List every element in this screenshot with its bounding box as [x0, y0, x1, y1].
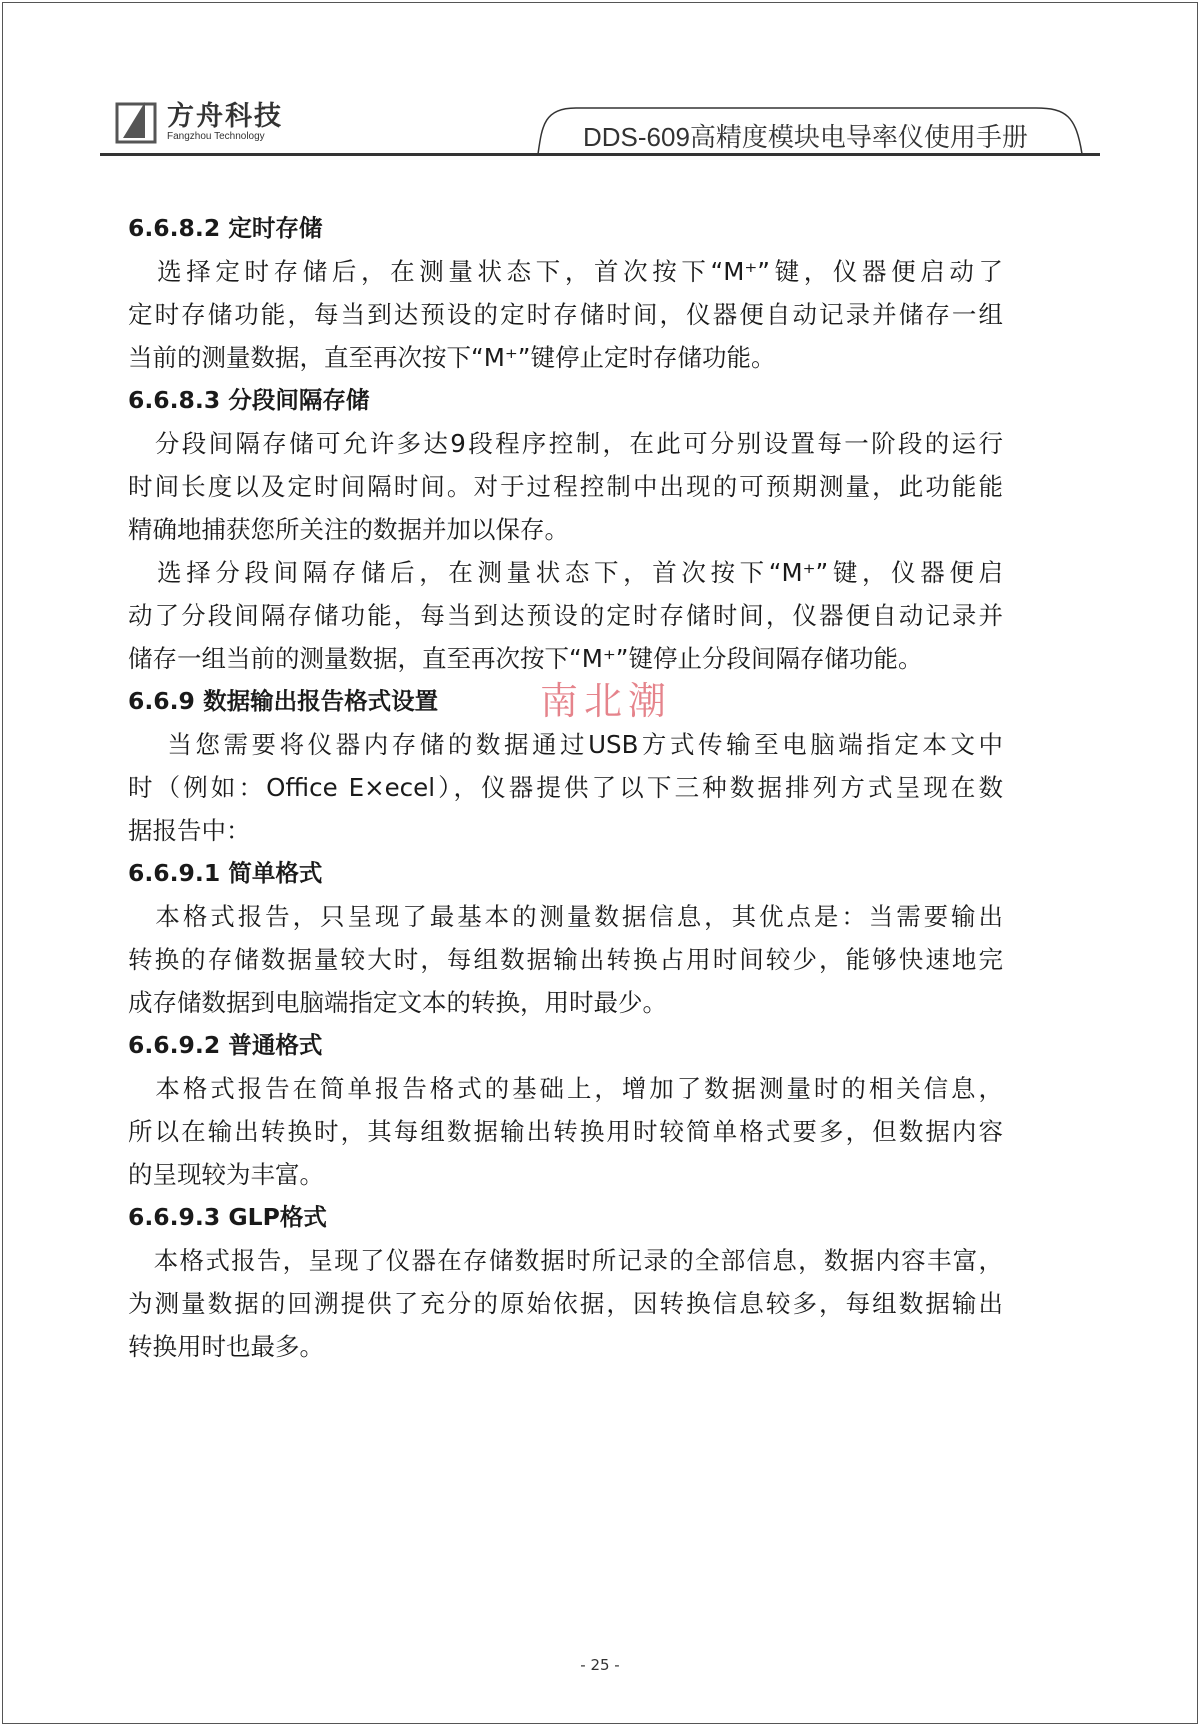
paragraph-line: 本格式报告，只呈现了最基本的测量数据信息，其优点是：当需要输出 — [128, 902, 1003, 931]
paragraph-line: 选择分段间隔存储后，在测量状态下，首次按下“M⁺”键，仪器便启 — [128, 558, 1003, 587]
logo-en: Fangzhou Technology — [167, 130, 265, 142]
company-logo — [115, 100, 283, 144]
watermark: 南北潮 — [540, 680, 673, 723]
document-title: DDS-609高精度模块电导率仪使用手册 — [583, 122, 1028, 152]
paragraph-line: 成存储数据到电脑端指定文本的转换，用时最少。 — [128, 988, 667, 1017]
page-number: - 25 - — [580, 1656, 620, 1674]
section-heading: 6.6.8.3 分段间隔存储 — [128, 386, 370, 414]
section-heading: 6.6.9.2 普通格式 — [128, 1031, 323, 1059]
ark-logo-icon — [115, 100, 159, 144]
paragraph-line: 当前的测量数据，直至再次按下“M⁺”键停止定时存储功能。 — [128, 343, 776, 372]
paragraph-line: 定时存储功能，每当到达预设的定时存储时间，仪器便自动记录并储存一组 — [128, 300, 1003, 329]
paragraph-line: 所以在输出转换时，其每组数据输出转换用时较简单格式要多，但数据内容 — [128, 1117, 1003, 1146]
paragraph-line: 时间长度以及定时间隔时间。对于过程控制中出现的可预期测量，此功能能 — [128, 472, 1003, 501]
paragraph-line: 动了分段间隔存储功能，每当到达预设的定时存储时间，仪器便自动记录并 — [128, 601, 1003, 630]
paragraph-line: 本格式报告在简单报告格式的基础上，增加了数据测量时的相关信息， — [128, 1074, 1003, 1103]
paragraph-line: 选择定时存储后，在测量状态下，首次按下“M⁺”键，仪器便启动了 — [128, 257, 1003, 286]
header-divider — [100, 153, 1100, 156]
paragraph-line: 的呈现较为丰富。 — [128, 1160, 324, 1189]
document-body — [128, 207, 1003, 1368]
paragraph-line: 分段间隔存储可允许多达9段程序控制，在此可分别设置每一阶段的运行 — [128, 429, 1003, 458]
paragraph-line: 转换的存储数据量较大时，每组数据输出转换占用时间较少，能够快速地完 — [128, 945, 1003, 974]
section-heading: 6.6.8.2 定时存储 — [128, 214, 323, 242]
paragraph-line: 时（例如：Office E×ecel），仪器提供了以下三种数据排列方式呈现在数 — [128, 773, 1003, 802]
section-heading: 6.6.9.1 简单格式 — [128, 859, 323, 887]
logo-cn: 方舟科技 — [167, 100, 283, 132]
paragraph-line: 本格式报告，呈现了仪器在存储数据时所记录的全部信息，数据内容丰富， — [128, 1246, 1003, 1275]
section-heading: 6.6.9 数据输出报告格式设置 — [128, 687, 439, 715]
paragraph-line: 精确地捕获您所关注的数据并加以保存。 — [128, 515, 569, 544]
paragraph-line: 据报告中： — [128, 816, 251, 845]
paragraph-line: 为测量数据的回溯提供了充分的原始依据，因转换信息较多，每组数据输出 — [128, 1289, 1003, 1318]
paragraph-line: 储存一组当前的测量数据，直至再次按下“M⁺”键停止分段间隔存储功能。 — [128, 644, 923, 673]
section-heading: 6.6.9.3 GLP格式 — [128, 1203, 327, 1231]
paragraph-line: 转换用时也最多。 — [128, 1332, 324, 1361]
paragraph-line: 当您需要将仪器内存储的数据通过USB方式传输至电脑端指定本文中 — [128, 730, 1003, 759]
